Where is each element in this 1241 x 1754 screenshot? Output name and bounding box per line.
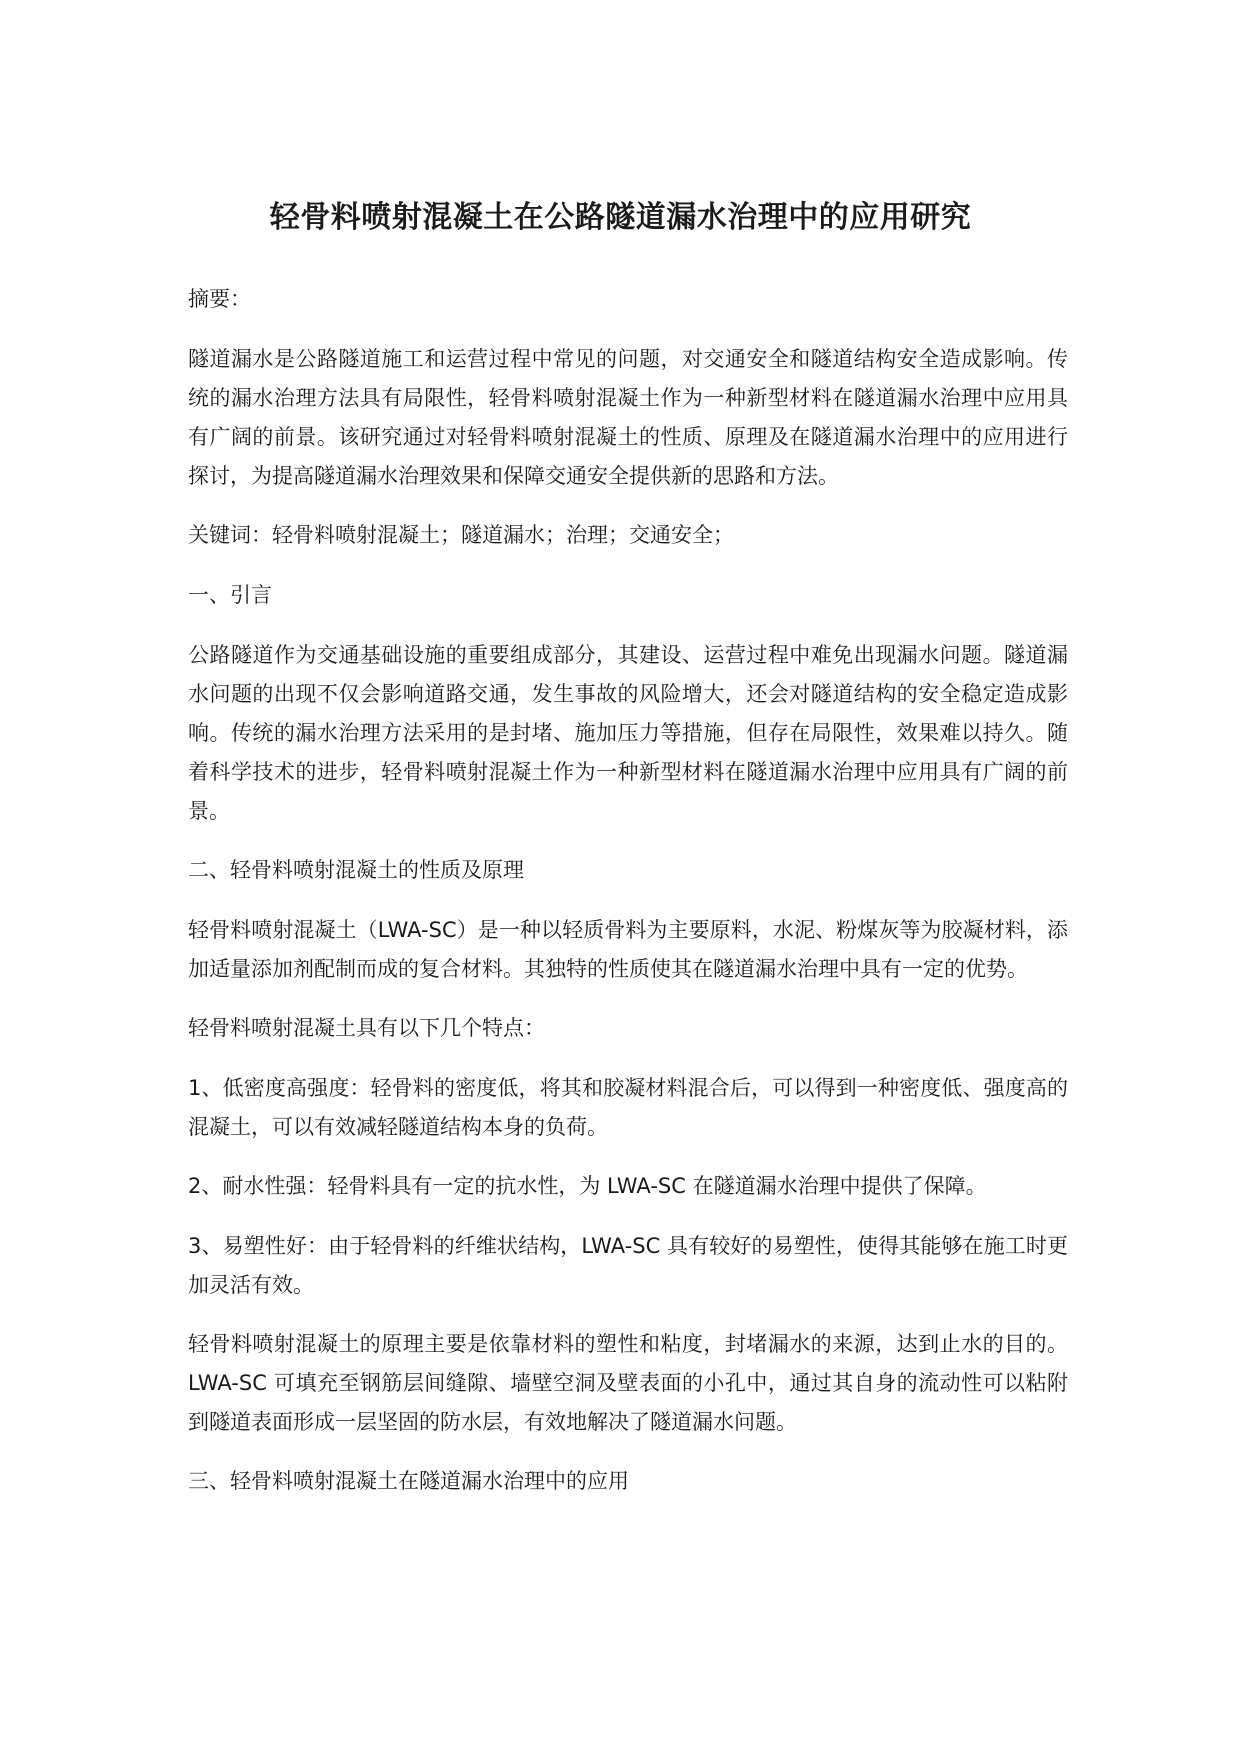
section-heading-application: 三、轻骨料喷射混凝土在隧道漏水治理中的应用 [188, 1469, 629, 1493]
feature-item-2: 2、耐水性强：轻骨料具有一定的抗水性，为 LWA-SC 在隧道漏水治理中提供了保障。 [188, 1174, 987, 1198]
principle-paragraph: 轻骨料喷射混凝土的原理主要是依靠材料的塑性和粘度，封堵漏水的来源，达到止水的目的。LWA-SC 可填充至钢筋层间缝隙、墙壁空洞及壁表面的小孔中，通过其自身的流动性可以粘附到隧道表面形成一层坚固的防水层，有效地解决了隧道漏水问题。 [188, 1332, 1068, 1434]
feature-item-3: 3、易塑性好：由于轻骨料的纤维状结构，LWA-SC 具有较好的易塑性，使得其能够在施工时更加灵活有效。 [188, 1234, 1068, 1297]
feature-item-1: 1、低密度高强度：轻骨料的密度低，将其和胶凝材料混合后，可以得到一种密度低、强度高的混凝土，可以有效减轻隧道结构本身的负荷。 [188, 1076, 1068, 1139]
introduction-paragraph: 公路隧道作为交通基础设施的重要组成部分，其建设、运营过程中难免出现漏水问题。隧道漏水问题的出现不仅会影响道路交通，发生事故的风险增大，还会对隧道结构的安全稳定造成影响。传统的漏水治理方法采用的是封堵、施加压力等措施，但存在局限性，效果难以持久。随着科学技术的进步，轻骨料喷射混凝土作为一种新型材料在隧道漏水治理中应用具有广阔的前景。 [188, 643, 1068, 823]
properties-paragraph: 轻骨料喷射混凝土（LWA-SC）是一种以轻质骨料为主要原料，水泥、粉煤灰等为胶凝材料，添加适量添加剂配制而成的复合材料。其独特的性质使其在隧道漏水治理中具有一定的优势。 [188, 918, 1068, 981]
document-title: 轻骨料喷射混凝土在公路隧道漏水治理中的应用研究 [269, 200, 972, 236]
abstract-paragraph: 隧道漏水是公路隧道施工和运营过程中常见的问题，对交通安全和隧道结构安全造成影响。传统的漏水治理方法具有局限性，轻骨料喷射混凝土作为一种新型材料在隧道漏水治理中应用具有广阔的前景。该研究通过对轻骨料喷射混凝土的性质、原理及在隧道漏水治理中的应用进行探讨，为提高隧道漏水治理效果和保障交通安全提供新的思路和方法。 [188, 347, 1068, 488]
abstract-heading: 摘要： [188, 287, 251, 311]
features-intro: 轻骨料喷射混凝土具有以下几个特点： [188, 1016, 545, 1040]
section-heading-properties: 二、轻骨料喷射混凝土的性质及原理 [188, 858, 524, 882]
document-body [188, 280, 1068, 1522]
keywords-line: 关键词：轻骨料喷射混凝土；隧道漏水；治理；交通安全； [188, 523, 734, 547]
section-heading-introduction: 一、引言 [188, 583, 272, 607]
